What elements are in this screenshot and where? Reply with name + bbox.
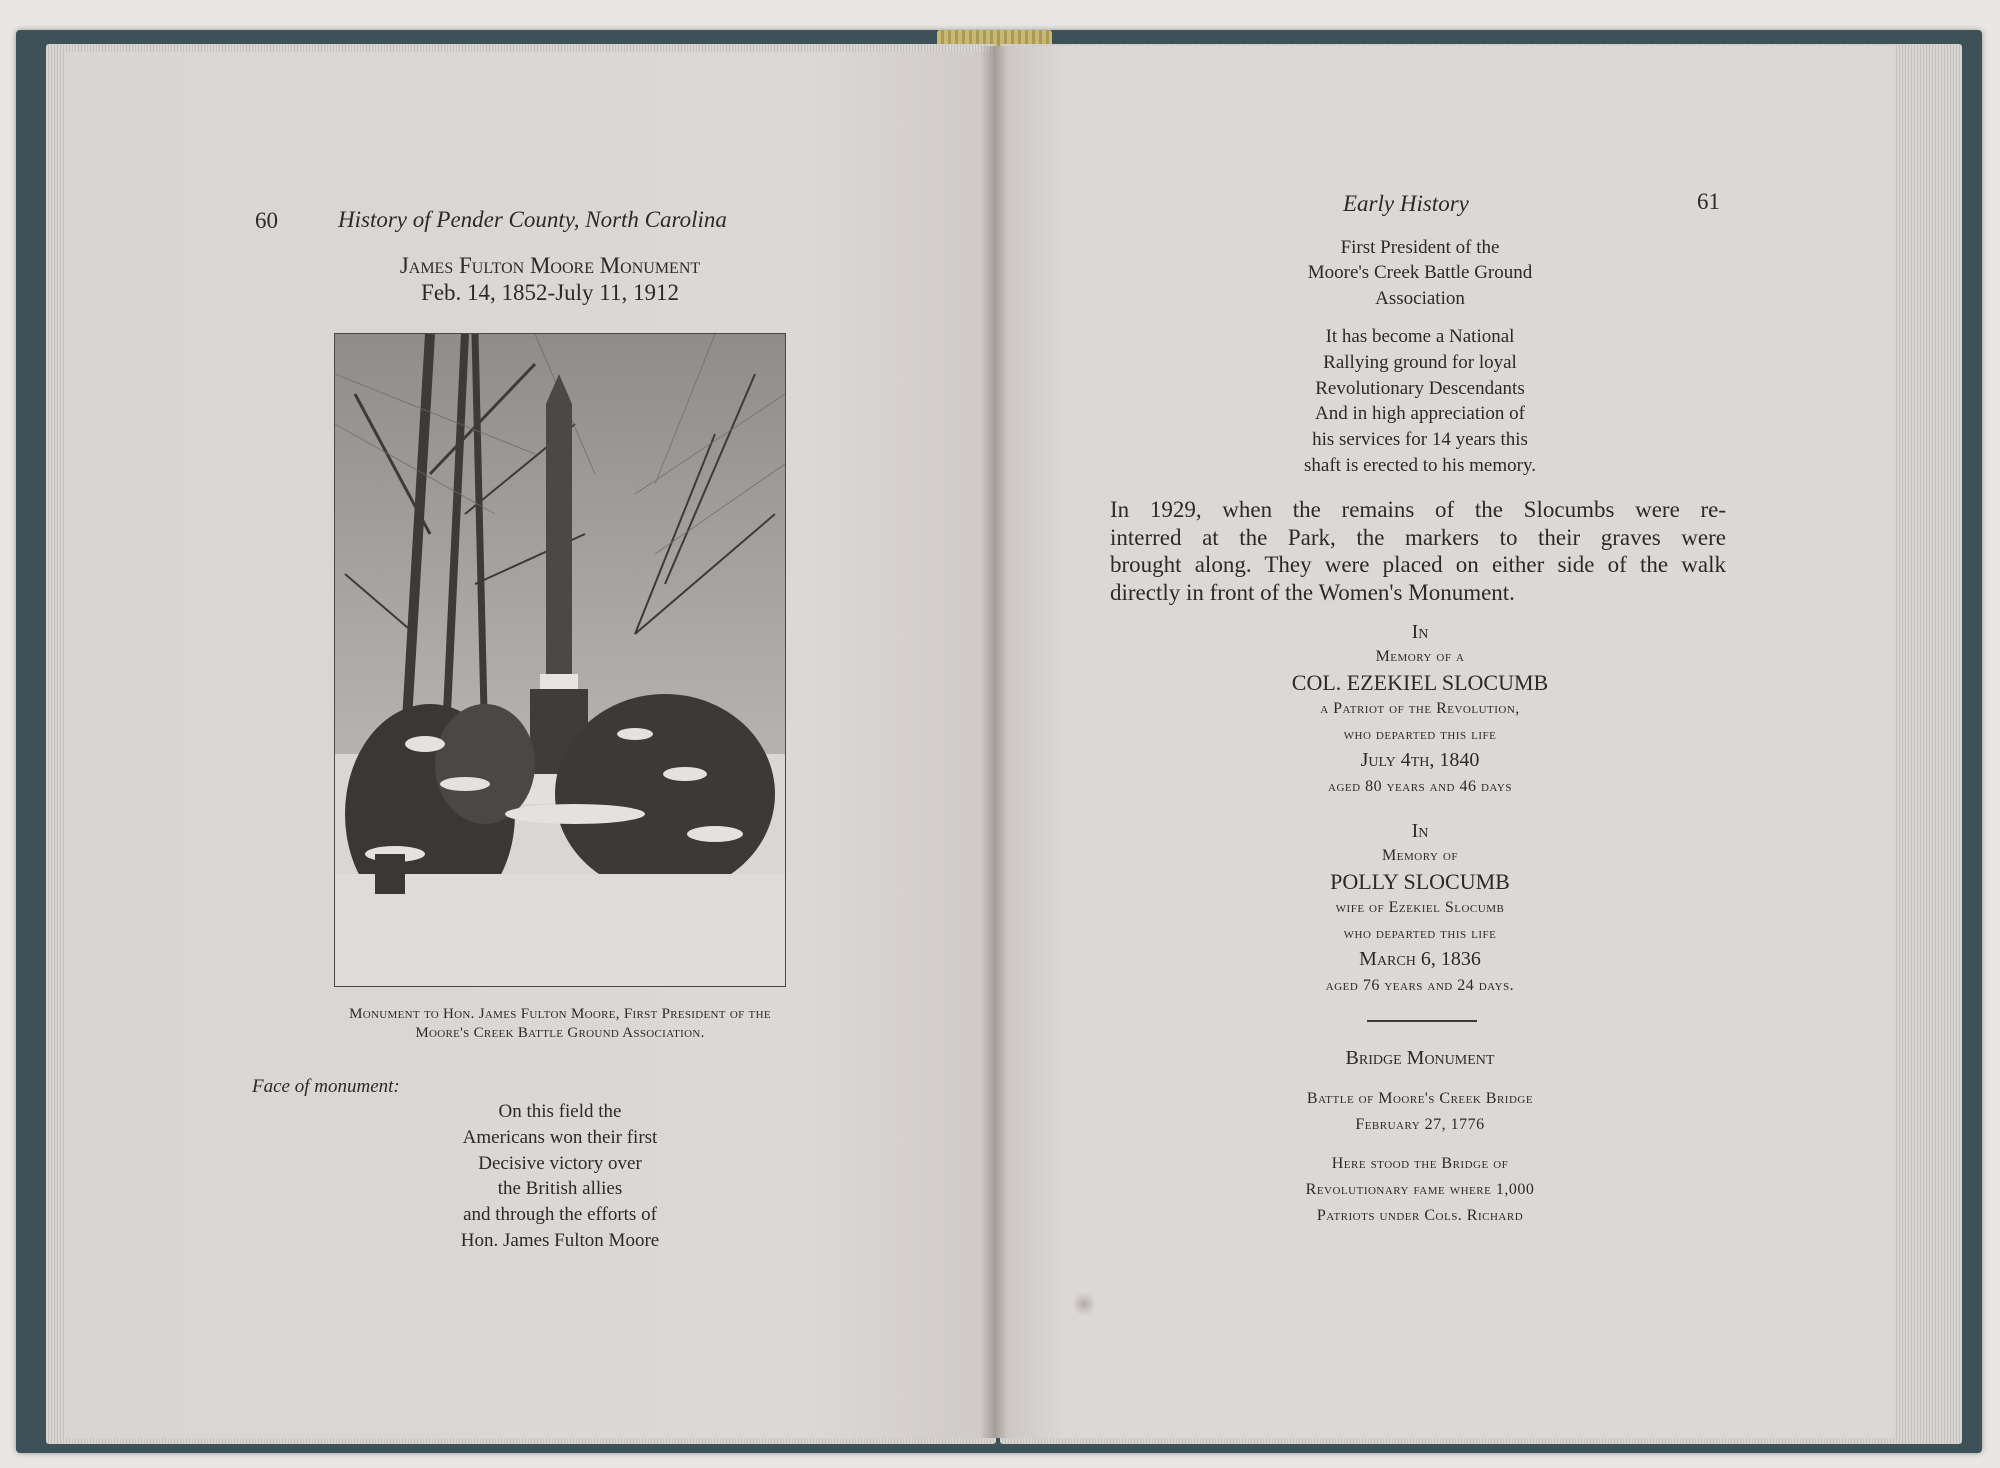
paragraph-line: In 1929, when the remains of the Slocumbs were re- xyxy=(1110,497,1726,522)
right-inscription-line: his services for 14 years this xyxy=(1312,429,1528,450)
bridge-line: February 27, 1776 xyxy=(1355,1116,1485,1133)
bridge-heading: Bridge Monument xyxy=(1345,1047,1495,1069)
right-inscription-line: First President of the xyxy=(1340,237,1500,258)
face-of-monument-label: Face of monument: xyxy=(252,1076,400,1097)
photo-caption-line2: Moore's Creek Battle Ground Association. xyxy=(415,1025,705,1041)
polly-marker-line: wife of Ezekiel Slocumb xyxy=(1335,899,1505,916)
right-inscription-line: Moore's Creek Battle Ground xyxy=(1307,262,1533,283)
left-running-head: History of Pender County, North Carolina xyxy=(338,207,727,232)
polly-marker-line: POLLY SLOCUMB xyxy=(1330,869,1510,894)
polly-marker-line: aged 76 years and 24 days. xyxy=(1325,977,1515,994)
ezekiel-marker-line: COL. EZEKIEL SLOCUMB xyxy=(1291,670,1549,695)
right-inscription-line: Revolutionary Descendants xyxy=(1315,378,1525,399)
left-inscription-line: Decisive victory over xyxy=(478,1153,642,1174)
paragraph-line: directly in front of the Women's Monument. xyxy=(1110,580,1515,605)
right-running-head: Early History xyxy=(1343,191,1469,216)
monument-photo xyxy=(334,333,786,987)
bridge-text-line: Revolutionary fame where 1,000 xyxy=(1305,1181,1535,1198)
ezekiel-marker-line: Memory of a xyxy=(1375,648,1465,665)
section-divider xyxy=(1367,1020,1477,1022)
bridge-line: Battle of Moore's Creek Bridge xyxy=(1306,1090,1534,1107)
bridge-text-line: Here stood the Bridge of xyxy=(1331,1155,1509,1172)
paragraph-line: interred at the Park, the markers to their graves were xyxy=(1110,525,1726,550)
left-inscription-line: and through the efforts of xyxy=(463,1204,657,1225)
ezekiel-marker-line: In xyxy=(1411,621,1429,643)
right-page-number: 61 xyxy=(1697,189,1720,214)
ezekiel-marker-line: aged 80 years and 46 days xyxy=(1328,778,1512,795)
paragraph-line: brought along. They were placed on either side of the walk xyxy=(1110,552,1726,577)
left-page-number: 60 xyxy=(255,208,278,233)
left-inscription-line: Hon. James Fulton Moore xyxy=(460,1230,660,1251)
book-gutter xyxy=(980,46,1008,1438)
ezekiel-marker-line: who departed this life xyxy=(1343,726,1497,743)
left-inscription-line: On this field the xyxy=(498,1101,622,1122)
paper-stain xyxy=(1072,1292,1096,1316)
right-inscription-line: And in high appreciation of xyxy=(1314,403,1525,424)
photo-caption-line1: Monument to Hon. James Fulton Moore, First President of the xyxy=(349,1006,771,1022)
ezekiel-marker-line: July 4th, 1840 xyxy=(1360,749,1480,771)
polly-marker-line: March 6, 1836 xyxy=(1359,948,1481,970)
left-inscription-line: the British allies xyxy=(497,1178,623,1199)
polly-marker-line: who departed this life xyxy=(1343,925,1497,942)
monument-dates: Feb. 14, 1852-July 11, 1912 xyxy=(421,280,679,305)
monument-title: James Fulton Moore Monument xyxy=(399,253,701,278)
polly-marker-line: In xyxy=(1411,820,1429,842)
left-inscription-line: Americans won their first xyxy=(462,1127,658,1148)
polly-marker-line: Memory of xyxy=(1382,847,1458,864)
right-inscription-line: Rallying ground for loyal xyxy=(1323,352,1517,373)
right-inscription-line: shaft is erected to his memory. xyxy=(1304,455,1536,476)
right-inscription-line: It has become a National xyxy=(1325,326,1515,347)
right-inscription-line: Association xyxy=(1375,288,1465,309)
bridge-text-line: Patriots under Cols. Richard xyxy=(1316,1207,1524,1224)
ezekiel-marker-line: a Patriot of the Revolution, xyxy=(1320,700,1520,717)
